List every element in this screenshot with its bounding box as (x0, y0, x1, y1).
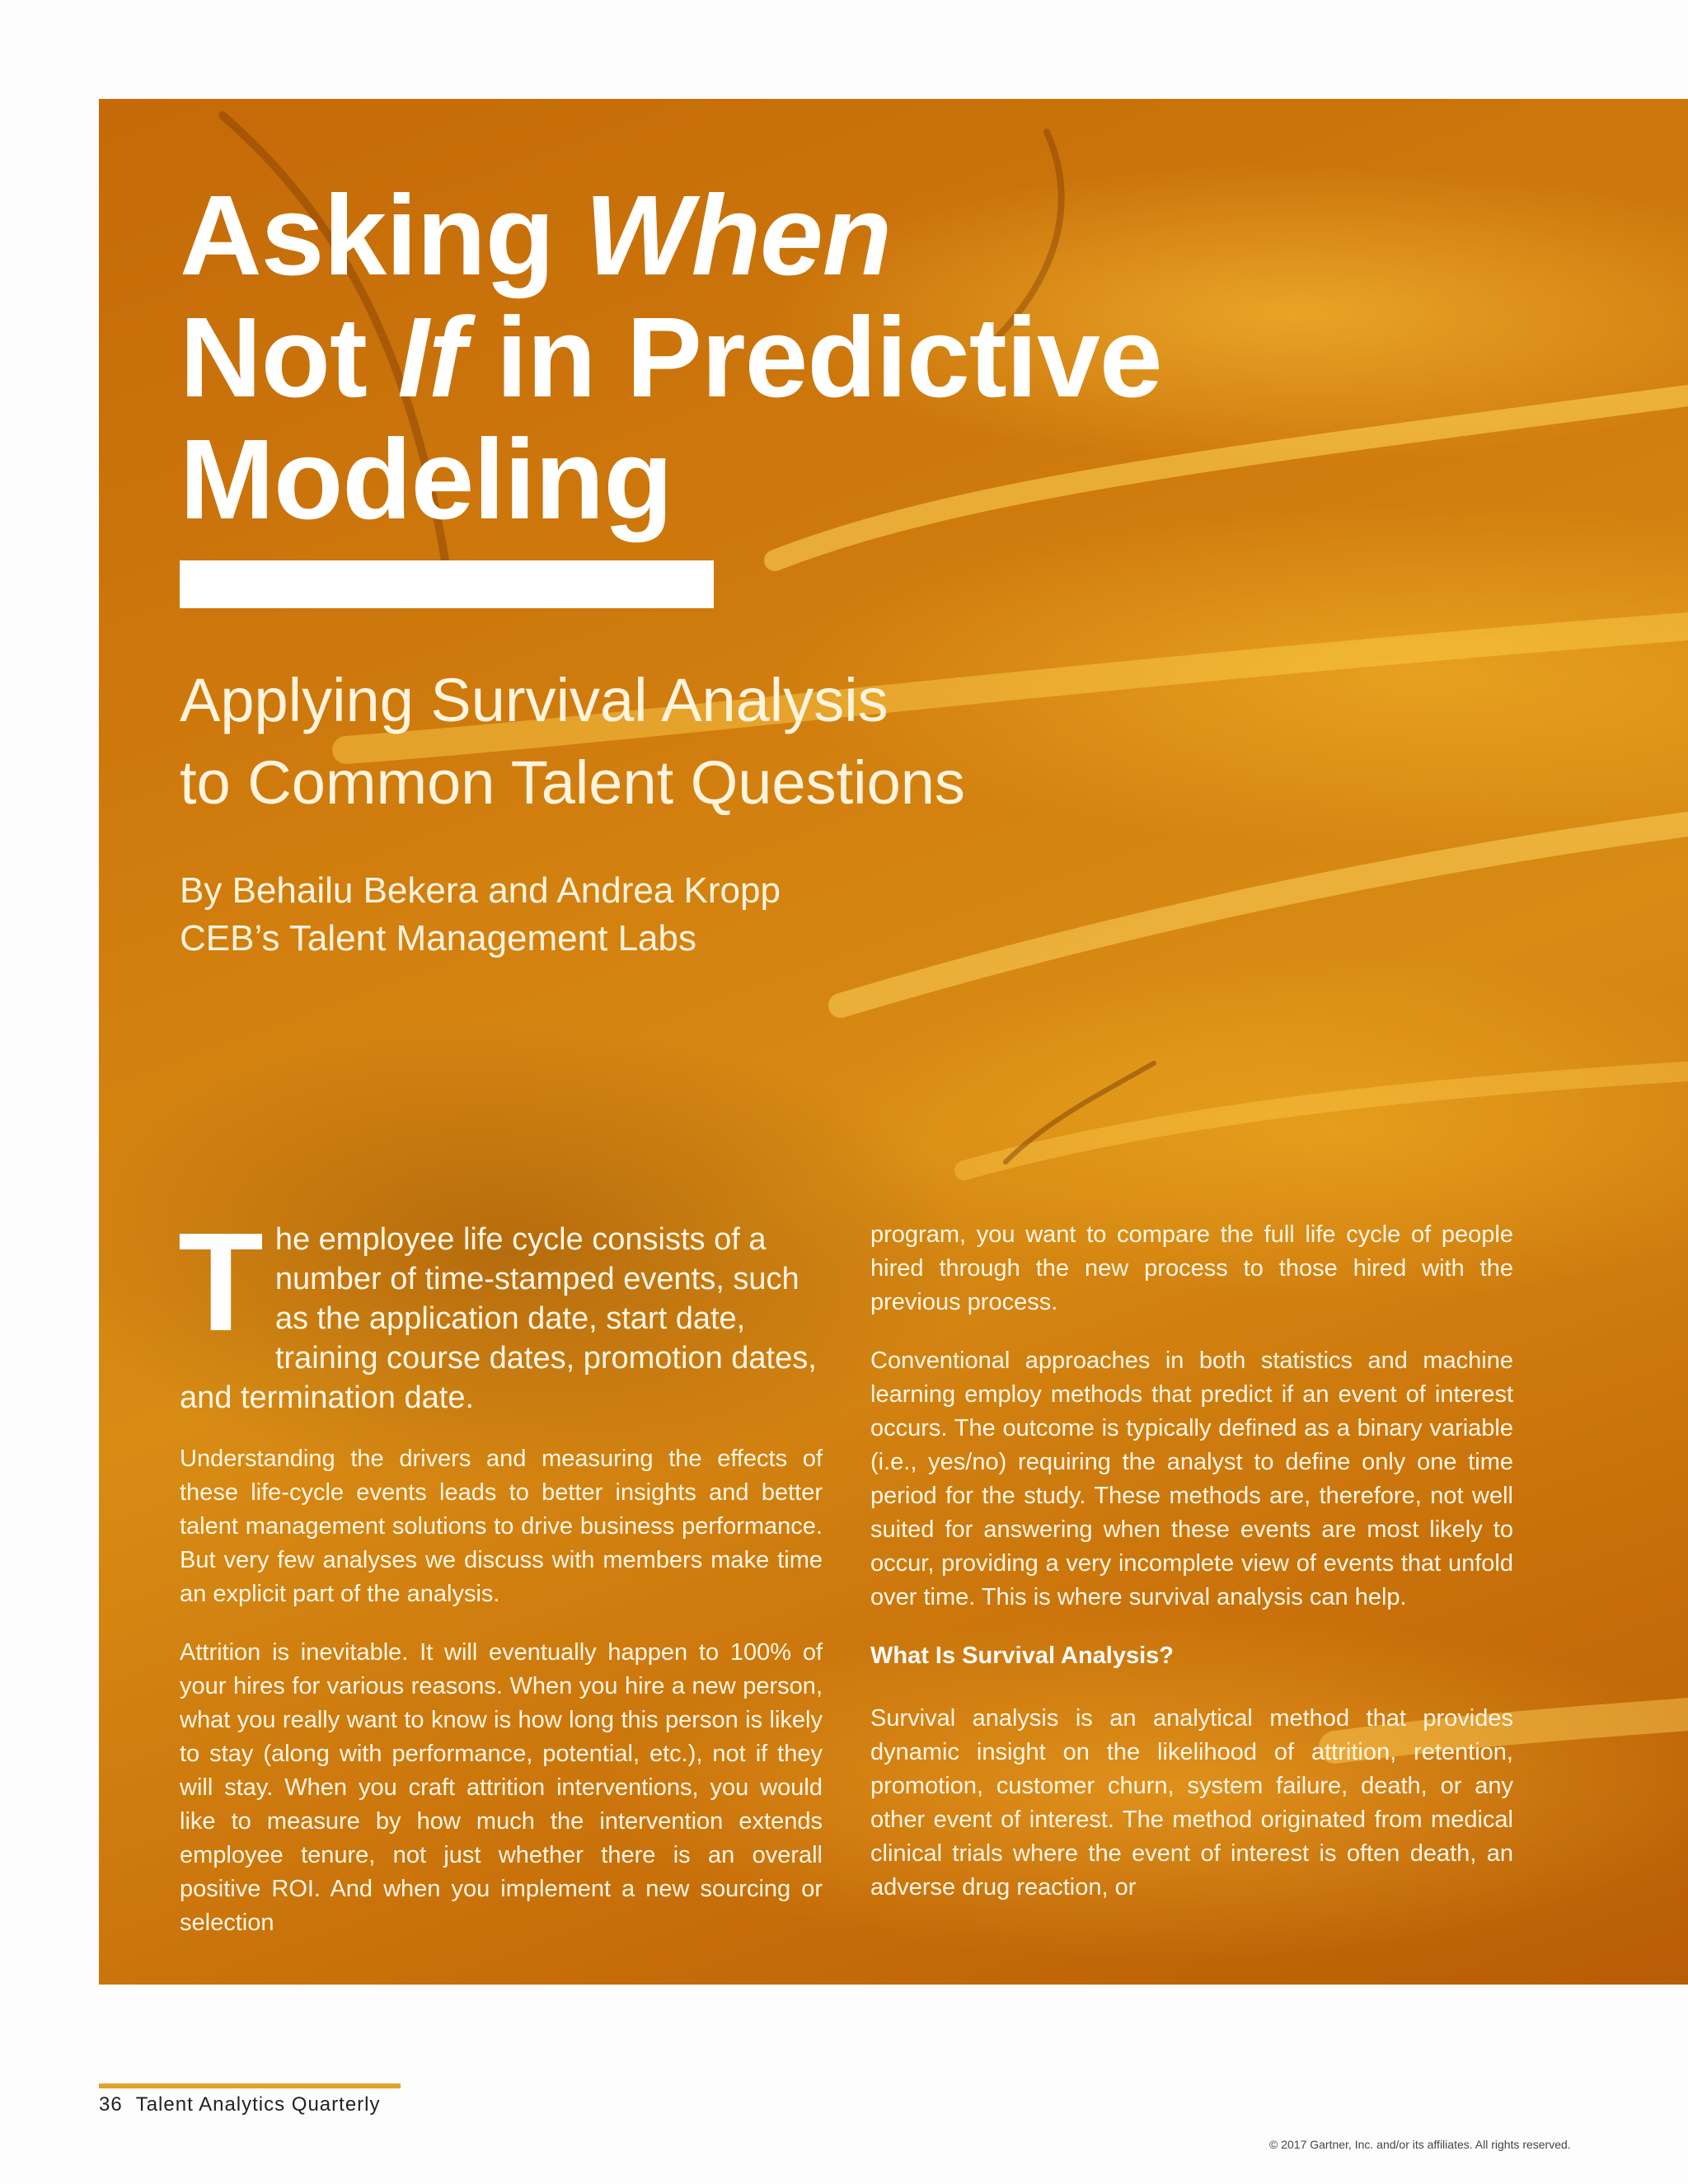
section-heading: What Is Survival Analysis? (870, 1643, 1174, 1669)
byline-authors: By Behailu Bekera and Andrea Kropp (180, 870, 781, 911)
article-column-right (870, 1218, 1513, 1929)
hero-image (99, 99, 1688, 1985)
title-line2-rest: in Predictive (465, 294, 1162, 421)
title-emphasis-if: If (397, 294, 466, 421)
copyright-notice: © 2017 Gartner, Inc. and/or its affiliates. All rights reserved. (1269, 2138, 1571, 2151)
article-column-left (178, 1204, 823, 1965)
page-footer (99, 2093, 381, 2116)
subtitle-line2: to Common Talent Questions (180, 748, 965, 817)
title-line2-text: Not (180, 294, 398, 421)
paragraph-2: Attrition is inevitable. It will eventually happen to 100% of your hires for various reasons. When you hire a new person, what you really want to know is how long this person is likely to stay (along with performance, potential, etc.), not if they will stay. When you craft attrition interventions, you would like to measure by how much the intervention extends employee tenure, not just whether there is an overall positive ROI. And when you implement a new sourcing or selection (180, 1639, 823, 1936)
lead-text: he employee life cycle consists of a number of time-stamped events, such as the application date, start date, training course dates, promotion dates, and termination date. (180, 1222, 817, 1415)
article-subtitle (180, 659, 965, 824)
title-divider-bar (180, 560, 714, 608)
paragraph-3: program, you want to compare the full life cycle of people hired through the new process to those hired with the previous process. (870, 1221, 1513, 1315)
lead-paragraph (178, 1204, 823, 1418)
byline-organization: CEB’s Talent Management Labs (180, 918, 696, 958)
publication-name: Talent Analytics Quarterly (135, 2093, 381, 2116)
title-line1-text: Asking (180, 172, 585, 299)
title-line3-text: Modeling (180, 416, 673, 543)
paragraph-4: Conventional approaches in both statistics and machine learning employ methods that predict if an event of interest occurs. The outcome is typically defined as a binary variable (i.e., yes/no) requiring the analyst to define only one time period for the study. These methods are, therefore, not well suited for answering when these events are most likely to occur, providing a very incomplete view of events that unfold over time. This is where survival analysis can help. (870, 1347, 1513, 1610)
paragraph-1: Understanding the drivers and measuring the effects of these life-cycle events leads to better insights and better talent management solutions to drive business performance. But very few analyses we discuss with members make time an explicit part of the analysis. (180, 1446, 823, 1607)
article-title (180, 172, 1162, 543)
footer-accent-bar (99, 2083, 401, 2088)
page-number: 36 (99, 2093, 123, 2116)
title-emphasis-when: When (584, 172, 892, 299)
subtitle-line1: Applying Survival Analysis (180, 666, 889, 734)
paragraph-5: Survival analysis is an analytical method that provides dynamic insight on the likelihood of attrition, retention, promotion, customer churn, system failure, death, or any other event of interest. The method originated from medical clinical trials where the event of interest is often death, an adverse drug reaction, or (870, 1705, 1513, 1900)
byline (180, 867, 781, 963)
drop-cap: T (178, 1204, 264, 1361)
